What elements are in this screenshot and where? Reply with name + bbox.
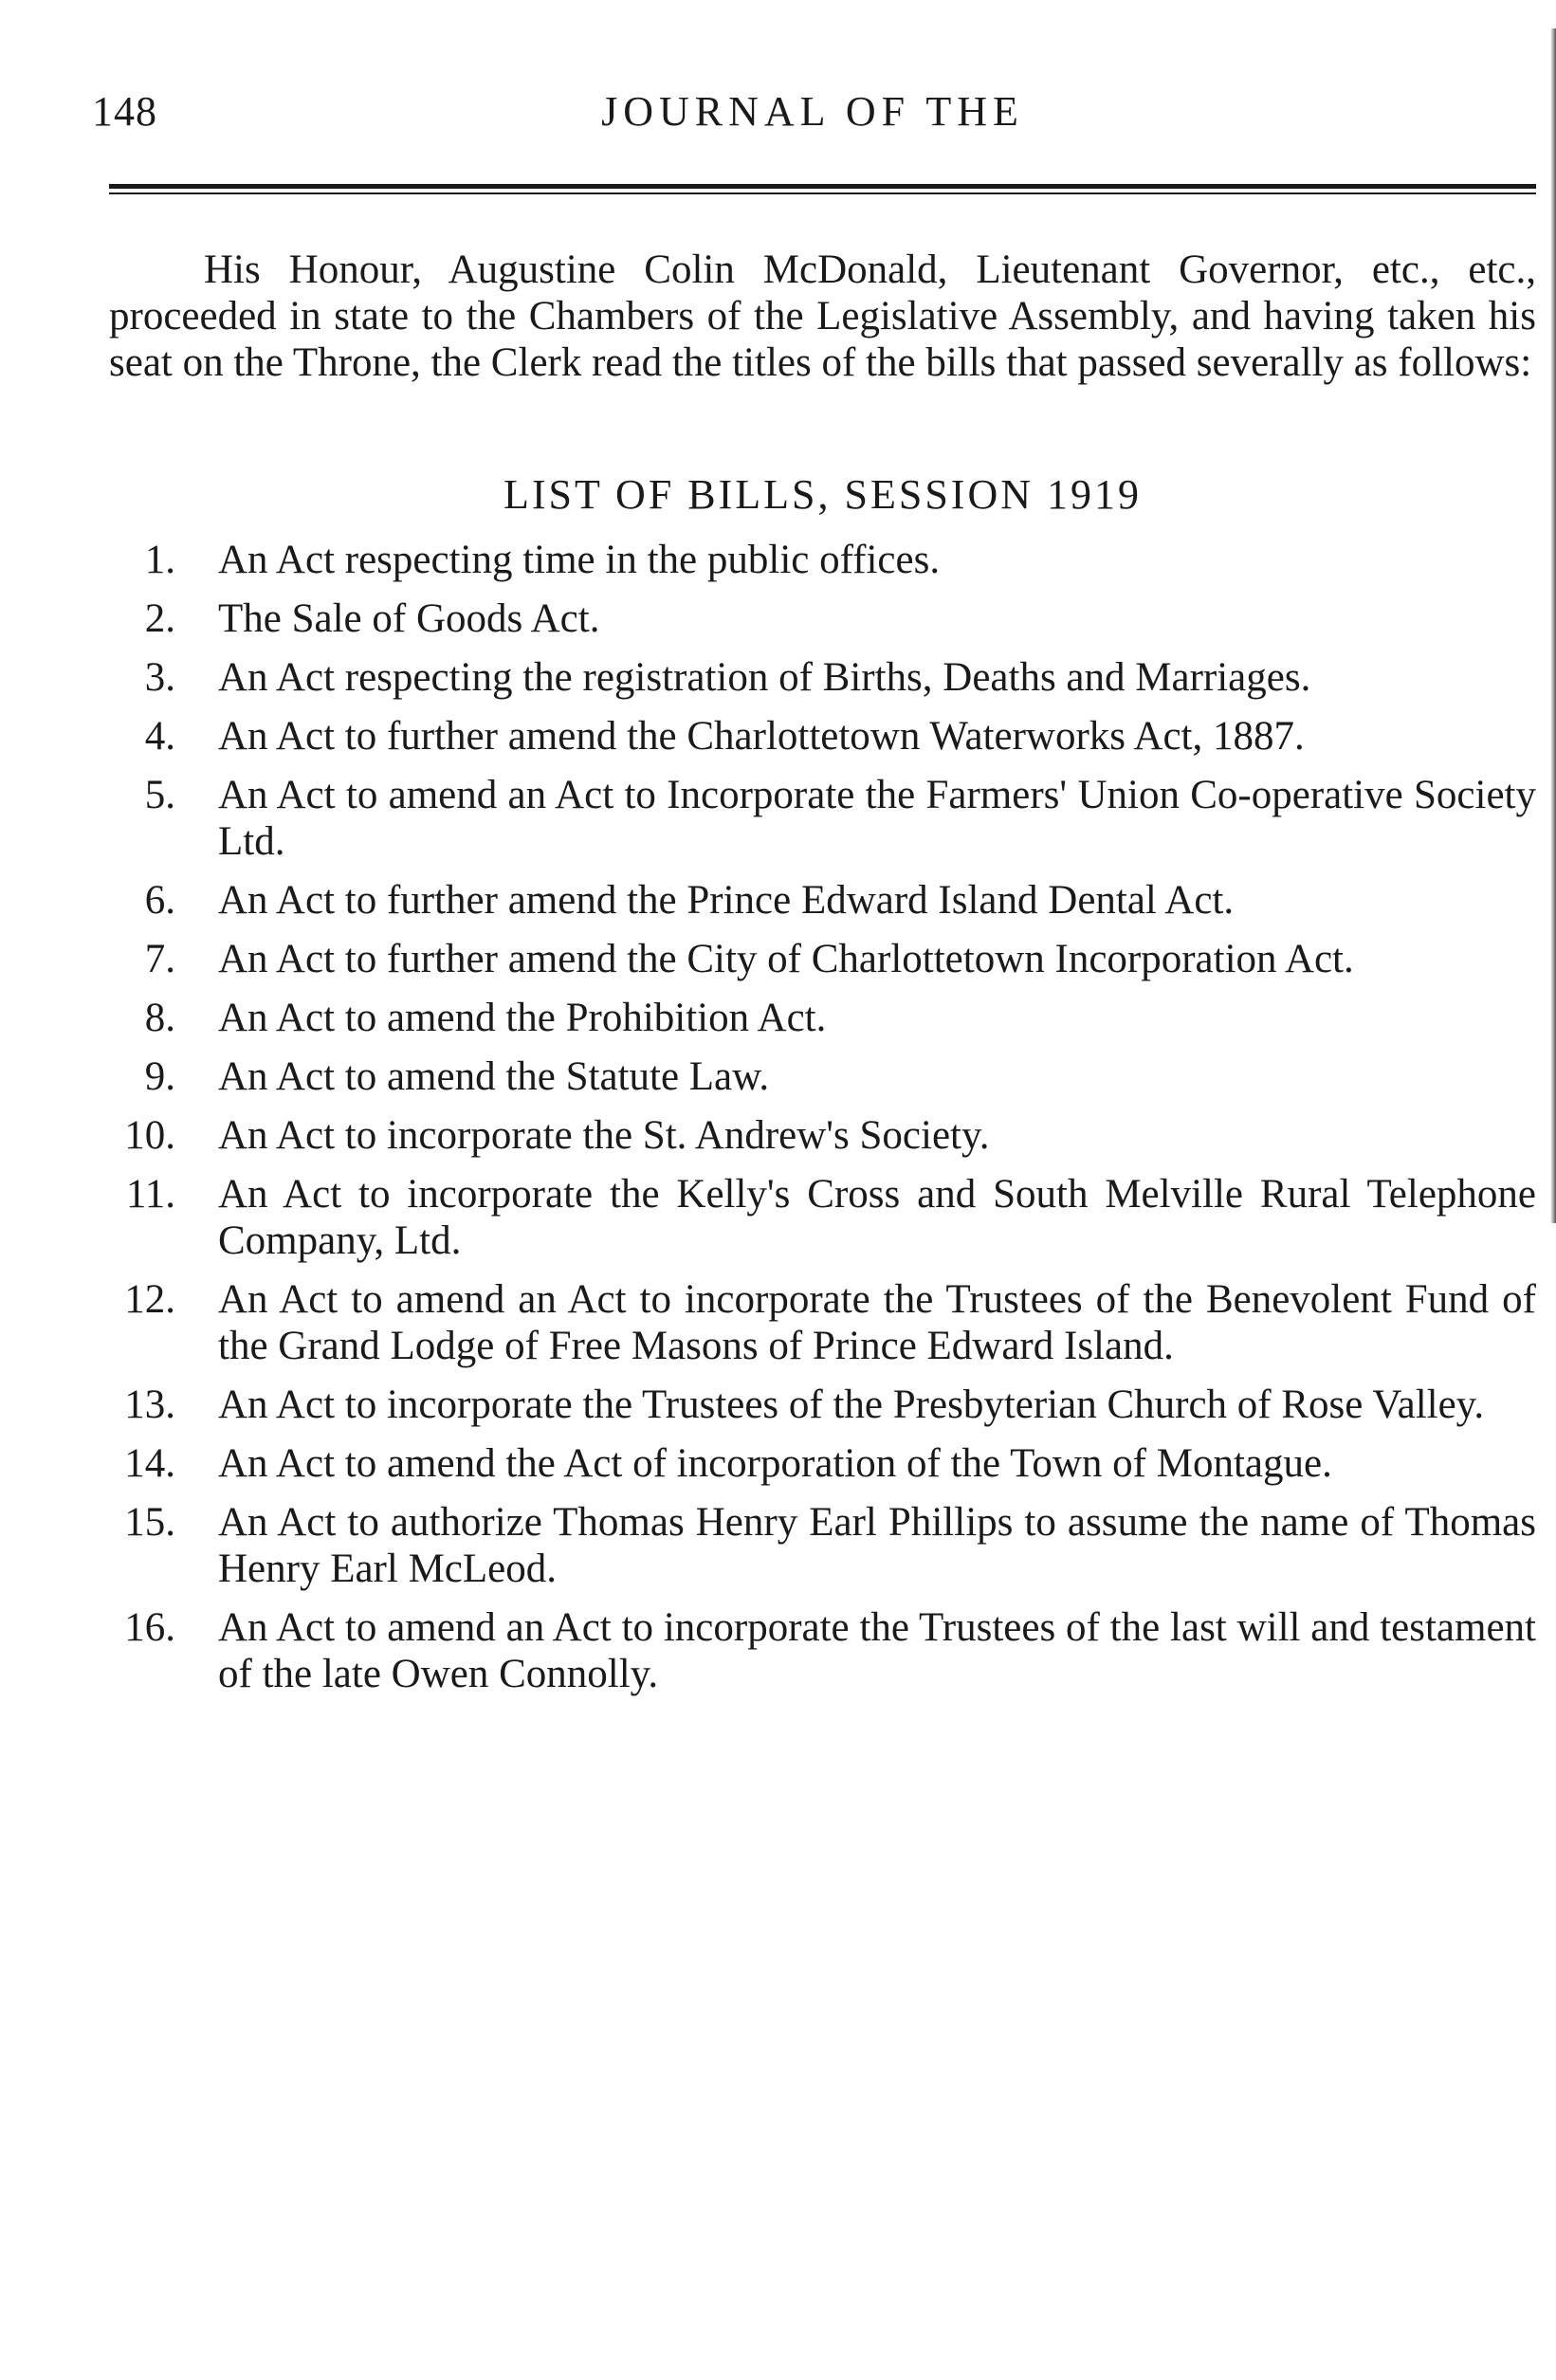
bill-item (109, 1112, 1536, 1159)
bill-number: 2. (144, 596, 175, 641)
list-title: LIST OF BILLS, SESSION 1919 (503, 471, 1143, 518)
bill-title: An Act to further amend the Charlottetown Waterworks Act, 1887. (218, 714, 1305, 759)
bill-title: An Act to amend an Act to Incorporate the Farmers' Union Co-operative Society Ltd. (218, 773, 1536, 864)
running-title: JOURNAL OF THE (601, 88, 1024, 135)
bill-list (109, 537, 1536, 1710)
bill-number: 13. (124, 1382, 175, 1427)
bill-title: An Act respecting the registration of Births, Deaths and Marriages. (218, 655, 1311, 700)
bill-title: An Act to incorporate the Kelly's Cross and South Melville Rural Telephone Company, Ltd. (218, 1172, 1536, 1263)
bill-number: 14. (124, 1441, 175, 1486)
bill-number: 7. (144, 937, 175, 981)
bill-item (109, 1053, 1536, 1100)
bill-title: An Act to authorize Thomas Henry Earl Phillips to assume the name of Thomas Henry Earl McLeod. (218, 1500, 1536, 1591)
bill-item (109, 995, 1536, 1041)
bill-number: 15. (124, 1500, 175, 1545)
bill-number: 8. (144, 996, 175, 1040)
bill-title: An Act to further amend the Prince Edward Island Dental Act. (218, 878, 1235, 923)
bill-item (109, 936, 1536, 982)
bill-item (109, 1440, 1536, 1487)
bill-item (109, 713, 1536, 760)
bill-item (109, 654, 1536, 701)
bill-number: 5. (144, 773, 175, 817)
bill-title: An Act to amend an Act to incorporate the Trustees of the last will and testament of the late Owen Connolly. (218, 1605, 1536, 1696)
bill-title: An Act to amend the Statute Law. (218, 1054, 770, 1099)
bill-item (109, 595, 1536, 642)
bill-number: 6. (144, 878, 175, 923)
bill-title: An Act respecting time in the public offices. (218, 538, 941, 582)
bill-item (109, 1276, 1536, 1369)
bill-number: 4. (144, 714, 175, 759)
bill-item (109, 1171, 1536, 1264)
page-number: 148 (92, 88, 157, 135)
bill-number: 11. (125, 1172, 175, 1217)
bill-title: An Act to incorporate the Trustees of the Presbyterian Church of Rose Valley. (218, 1382, 1485, 1427)
bill-title: An Act to amend the Prohibition Act. (218, 996, 827, 1040)
bill-title: An Act to further amend the City of Charlottetown Incorporation Act. (218, 937, 1354, 981)
bill-item (109, 877, 1536, 924)
bill-item (109, 772, 1536, 865)
intro-paragraph: His Honour, Augustine Colin McDonald, Lieutenant Governor, etc., etc., proceeded in state to the Chambers of the Legislative Assembly, and having taken his seat on the Throne, the Clerk read the titles of the bills that passed severally as follows: (109, 247, 1536, 385)
page-header (92, 87, 1533, 144)
bill-item (109, 1604, 1536, 1697)
bill-item (109, 1499, 1536, 1592)
bill-title: An Act to amend an Act to incorporate the Trustees of the Benevolent Fund of the Grand Lodge of Free Masons of Prince Edward Island. (218, 1277, 1536, 1368)
bill-item (109, 537, 1536, 583)
bill-number: 16. (124, 1605, 175, 1650)
bill-number: 1. (144, 538, 175, 582)
bill-number: 9. (144, 1054, 175, 1099)
header-rule-thin (109, 192, 1536, 194)
bill-title: An Act to amend the Act of incorporation of the Town of Montague. (218, 1441, 1332, 1486)
bill-number: 10. (124, 1113, 175, 1158)
header-rule-thick (109, 184, 1536, 189)
bill-number: 12. (124, 1277, 175, 1322)
page-edge-shadow (1550, 28, 1556, 1223)
bill-title: An Act to incorporate the St. Andrew's Society. (218, 1113, 990, 1158)
bill-number: 3. (144, 655, 175, 700)
bill-item (109, 1382, 1536, 1428)
bill-title: The Sale of Goods Act. (218, 596, 600, 641)
